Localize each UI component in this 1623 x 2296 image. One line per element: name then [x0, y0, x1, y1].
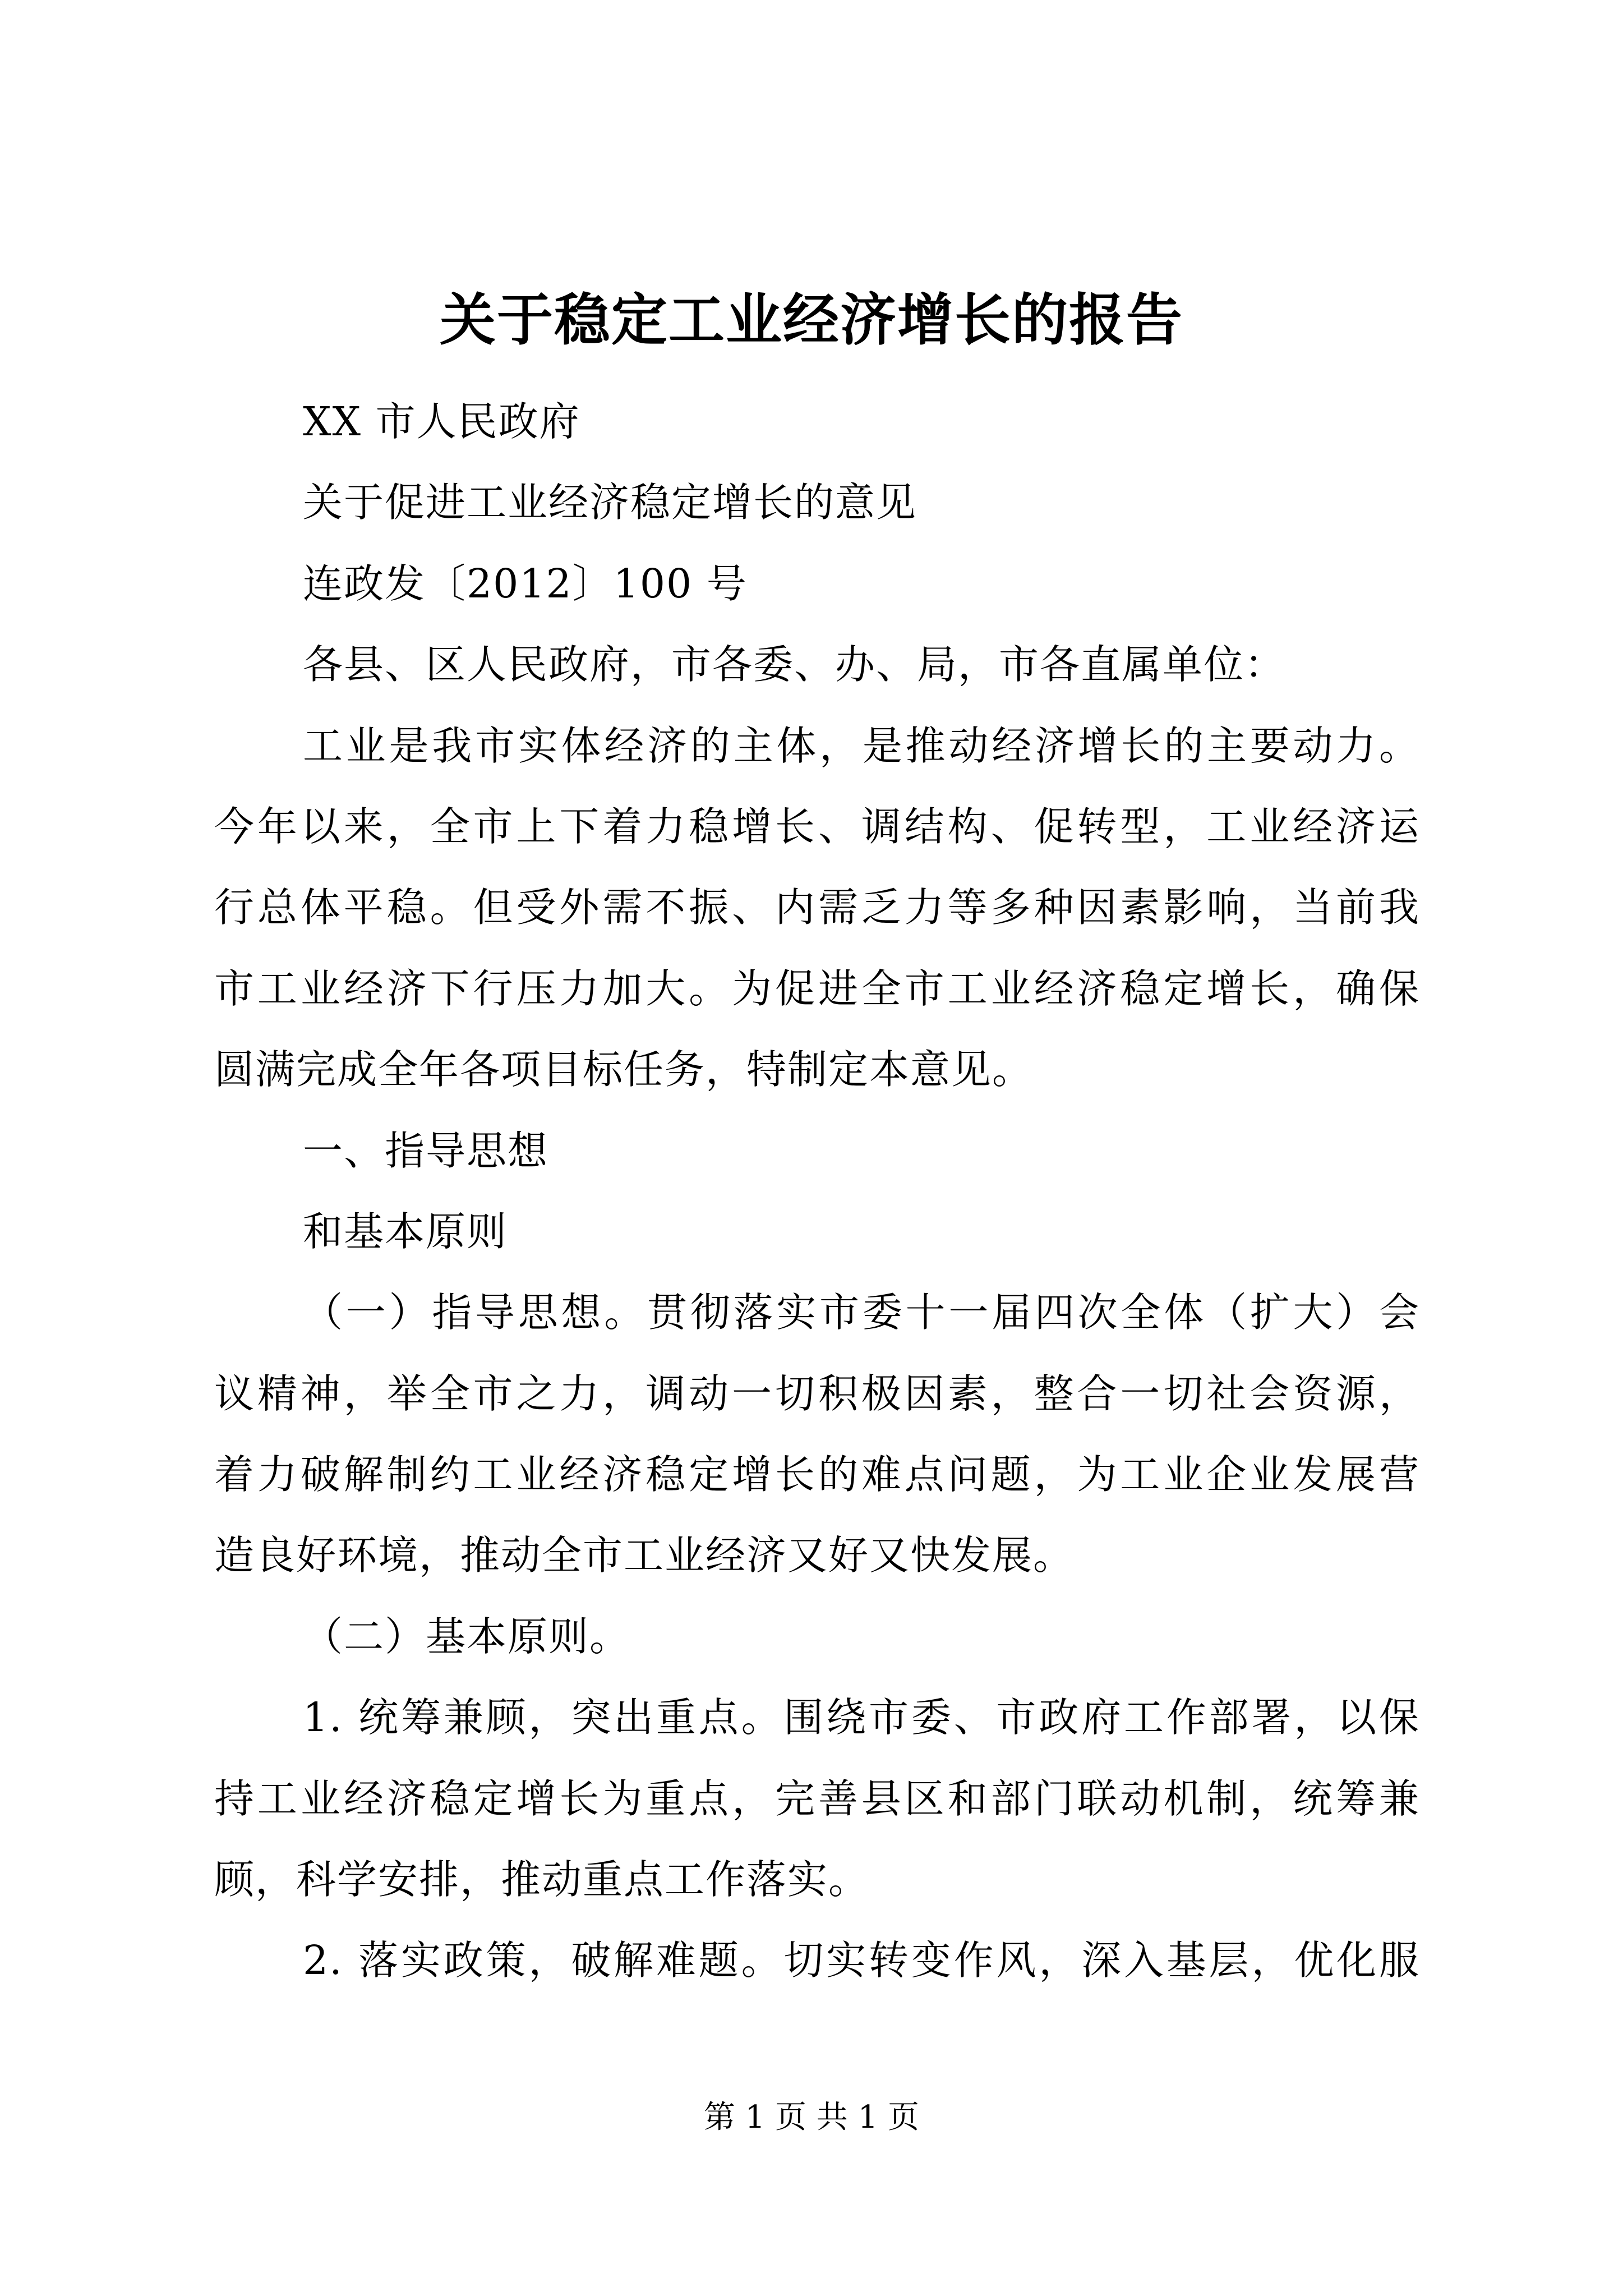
paragraph-line: 1. 统筹兼顾，突出重点。围绕市委、市政府工作部署，以保 — [303, 1694, 1420, 1741]
paragraph-line: 着力破解制约工业经济稳定增长的难点问题，为工业企业发展营 — [214, 1451, 1420, 1498]
paragraph-line: （一）指导思想。贯彻落实市委十一届四次全体（扩大）会 — [303, 1289, 1420, 1336]
page-number: 第 1 页 共 1 页 — [703, 2099, 920, 2136]
document-number-line: 连政发〔2012〕100 号 — [303, 560, 748, 607]
paragraph-line: 议精神，举全市之力，调动一切积极因素，整合一切社会资源， — [214, 1370, 1420, 1417]
paragraph-line: 造良好环境，推动全市工业经济又好又快发展。 — [214, 1532, 1075, 1579]
issuer-line: XX 市人民政府 — [303, 398, 580, 445]
recipients-line: 各县、区人民政府，市各委、办、局，市各直属单位： — [303, 641, 1286, 688]
document-title: 关于稳定工业经济增长的报告 — [440, 287, 1183, 353]
paragraph-line: 顾，科学安排，推动重点工作落实。 — [214, 1856, 870, 1903]
page-footer — [0, 2095, 1623, 2140]
document-body — [214, 381, 1420, 2001]
paragraph-line: 市工业经济下行压力加大。为促进全市工业经济稳定增长，确保 — [214, 965, 1420, 1012]
paragraph-line: 2. 落实政策，破解难题。切实转变作风，深入基层，优化服 — [303, 1937, 1420, 1984]
paragraph-line: 今年以来，全市上下着力稳增长、调结构、促转型，工业经济运 — [214, 803, 1420, 850]
paragraph-line: 持工业经济稳定增长为重点，完善县区和部门联动机制，统筹兼 — [214, 1775, 1420, 1822]
paragraph-line: 工业是我市实体经济的主体，是推动经济增长的主要动力。 — [303, 722, 1420, 769]
paragraph-line: 行总体平稳。但受外需不振、内需乏力等多种因素影响，当前我 — [214, 884, 1420, 931]
section-heading-continuation: 和基本原则 — [303, 1208, 508, 1255]
paragraph-line: 圆满完成全年各项目标任务，特制定本意见。 — [214, 1046, 1034, 1093]
subject-line: 关于促进工业经济稳定增长的意见 — [303, 479, 917, 526]
section-heading: 一、指导思想 — [303, 1127, 549, 1174]
subsection-heading: （二）基本原则。 — [303, 1613, 631, 1660]
